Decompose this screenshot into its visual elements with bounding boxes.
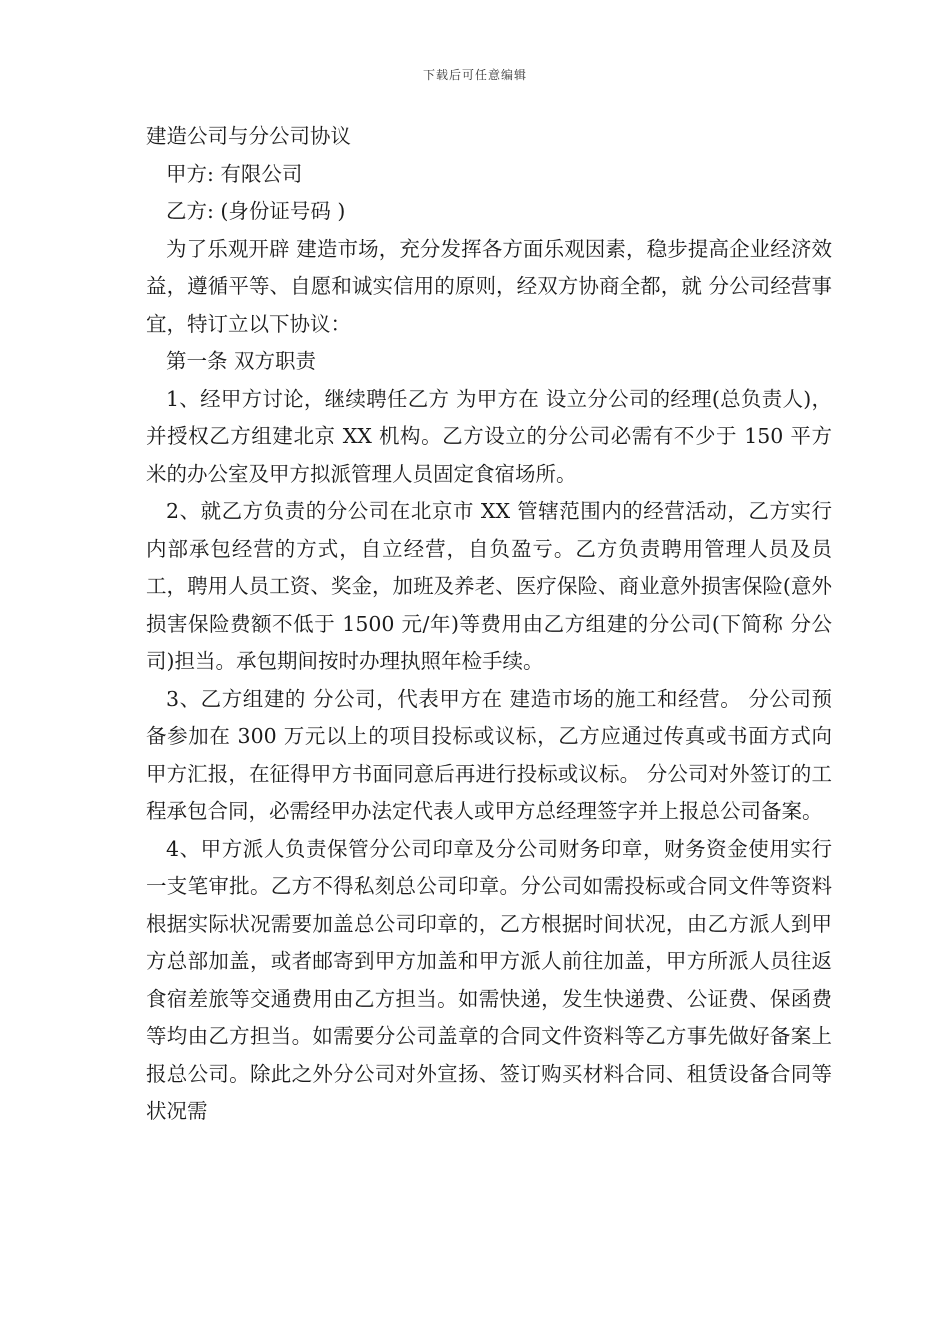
document-title: 建造公司与分公司协议 <box>146 124 351 148</box>
clause-2-paragraph: 2、就乙方负责的分公司在北京市 XX 管辖范围内的经营活动，乙方实行内部承包经营的方式，自立经营，自负盈亏。乙方负责聘用管理人员及员工，聘用人员工资、奖金，加班及养老、医疗保险、商业意外损害保险(意外损害保险费额不低于 1500 元/年)等费用由乙方组建的分公司(下简称 分公司)担当。承包期间按时办理执照年检手续。 <box>146 499 832 673</box>
clause-1-paragraph: 1、经甲方讨论，继续聘任乙方 为甲方在 设立分公司的经理(总负责人)，并授权乙方组建北京 XX 机构。乙方设立的分公司必需有不少于 150 平方米的办公室及甲方拟派管理人员固定食宿场所。 <box>146 386 832 486</box>
preamble-paragraph: 为了乐观开辟 建造市场，充分发挥各方面乐观因素，稳步提高企业经济效益，遵循平等、自愿和诚实信用的原则，经双方协商全都，就 分公司经营事宜，特订立以下协议： <box>146 236 832 336</box>
clause-3-paragraph: 3、乙方组建的 分公司，代表甲方在 建造市场的施工和经营。 分公司预备参加在 300 万元以上的项目投标或议标，乙方应通过传真或书面方式向甲方汇报，在征得甲方书面同意后再进行投标或议标。 分公司对外签订的工程承包合同，必需经甲办法定代表人或甲方总经理签字并上报总公司备案。 <box>146 686 832 823</box>
document-body <box>146 118 832 1131</box>
page-header: 下载后可任意编辑 <box>422 68 527 82</box>
article-1-heading: 第一条 双方职责 <box>166 349 317 373</box>
party-a-line: 甲方: 有限公司 <box>166 161 303 186</box>
party-b-line: 乙方: (身份证号码 ) <box>166 199 346 223</box>
clause-4-paragraph: 4、甲方派人负责保管分公司印章及分公司财务印章，财务资金使用实行一支笔审批。乙方不得私刻总公司印章。分公司如需投标或合同文件等资料根据实际状况需要加盖总公司印章的，乙方根据时间状况，由乙方派人到甲方总部加盖，或者邮寄到甲方加盖和甲方派人前往加盖，甲方所派人员往返食宿差旅等交通费用由乙方担当。如需快递，发生快递费、公证费、保函费等均由乙方担当。如需要分公司盖章的合同文件资料等乙方事先做好备案上报总公司。除此之外分公司对外宣扬、签订购买材料合同、租赁设备合同等状况需 <box>146 836 832 1123</box>
